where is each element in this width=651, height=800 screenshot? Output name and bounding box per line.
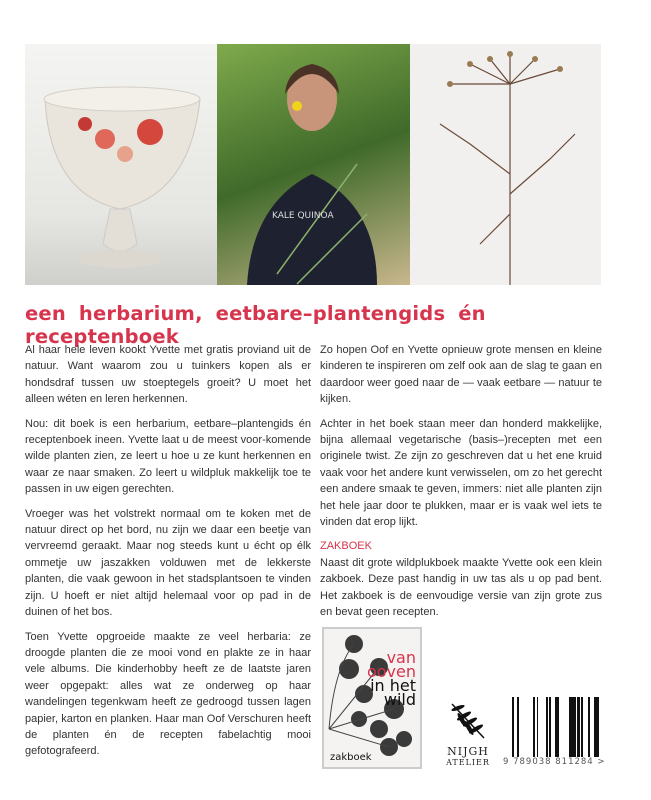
right-column: [320, 342, 602, 621]
paragraph: Zo hopen Oof en Yvette opnieuw grote mensen en kleine kinderen te inspireren om zelf ook aan de slag te gaan en daardoor weer goed naar de — vaak eetbare — natuur te kijken.: [320, 344, 602, 406]
zakboek-cover: [322, 627, 422, 769]
barcode-bar: [595, 697, 596, 757]
paragraph: Al haar hele leven kookt Yvette met gratis proviand uit de natuur. Want waarom zou u tuinkers kopen als er hondsdraf tussen uw stoeptegels groeit? U moet het alleen wéten en leren herkennen.: [25, 344, 311, 406]
leaf-icon: [448, 700, 488, 742]
zakboek-paragraph: Naast dit grote wildplukboek maakte Yvette ook een klein zakboek. Deze past handig in uw tas als u op pad bent. Het zakboek is de eenvoudige versie van zijn grote zus en bevat geen recepten.: [320, 556, 602, 619]
barcode-bar: [537, 697, 538, 757]
left-column: [25, 342, 311, 768]
paragraph: Vroeger was het volstrekt normaal om te koken met de natuur direct op het bord, nu zijn we daar een beetje van vervreemd geraakt. Maar nog steeds kunt u écht op élk ommetje uw jaszakken volduwen met de lekkerste planten, die vaak gewoon in het stadsplantsoen te vinden zijn. U hoeft er niet altijd helemaal voor op pad in de duinen of het bos.: [25, 507, 311, 619]
barcode-bar: [555, 697, 556, 757]
publisher-logo: [443, 700, 493, 767]
barcode-bar: [588, 697, 590, 757]
barcode: [512, 697, 600, 757]
barcode-bar: [569, 697, 571, 757]
photo-author: [217, 44, 410, 285]
barcode-bar: [534, 697, 535, 757]
barcode-bar: [517, 697, 519, 757]
barcode-bar: [577, 697, 580, 757]
zakboek-heading: ZAKBOEK: [320, 540, 372, 553]
isbn-number: 9 789038 811284 >: [503, 757, 606, 767]
barcode-bar: [571, 697, 573, 757]
barcode-bar: [549, 697, 551, 757]
headline: een herbarium, eetbare–plantengids én receptenboek: [25, 302, 486, 348]
barcode-bar: [597, 697, 599, 757]
paragraph: Toen Yvette opgroeide maakte ze veel herbaria: ze droogde planten die ze mooi vond en plakte ze in haar vele albums. Die kinderhobby heeft ze de laatste jaren weer opgepakt: alles wat ze onderweg op haar wandelingen tegenkwam heeft ze gedroogd tussen lagen papier, karton en planken. Haar man Oof Verschuren heeft de planten én de recepten fabelachtig mooi gefotografeerd.: [25, 630, 311, 758]
barcode-bar: [546, 697, 548, 757]
photo-herbarium-plant: [410, 44, 601, 285]
publisher-sub: ATELIER: [446, 758, 490, 767]
mini-title-red: van ooven: [366, 648, 416, 681]
barcode-bar: [581, 697, 583, 757]
mini-title-black: in het wild: [370, 676, 416, 709]
barcode-bar: [533, 697, 534, 757]
photo-dessert: [25, 44, 217, 285]
mini-label: zakboek: [330, 752, 372, 763]
barcode-bar: [573, 697, 576, 757]
paragraph: Nou: dit boek is een herbarium, eetbare–plantengids én receptenboek ineen. Yvette laat u de meest voor-komende wilde planten zien, ze leert u hoe u ze kunt herkennen en waar ze naar smaken. Zo leert u wildpluk makkelijk toe te passen in uw eigen gerechten.: [25, 417, 311, 496]
barcode-bar: [512, 697, 514, 757]
barcode-bar: [596, 697, 597, 757]
paragraph: Achter in het boek staan meer dan honderd makkelijke, bijna allemaal vegetarische (basis–)recepten met een originele twist. Ze zijn zo geschreven dat u het ene kruid vaak voor het andere kunt verwisselen, om zo het gerecht een andere smaak te geven, immers: niet alle planten zijn het hele jaar door te plukken, maar er is vaak wel iets te vinden dat erop lijkt.: [320, 417, 602, 529]
publisher-name: NIJGH: [447, 745, 489, 758]
shirt-text: KALE QUINOA: [272, 211, 334, 221]
barcode-bar: [594, 697, 595, 757]
barcode-bar: [556, 697, 559, 757]
